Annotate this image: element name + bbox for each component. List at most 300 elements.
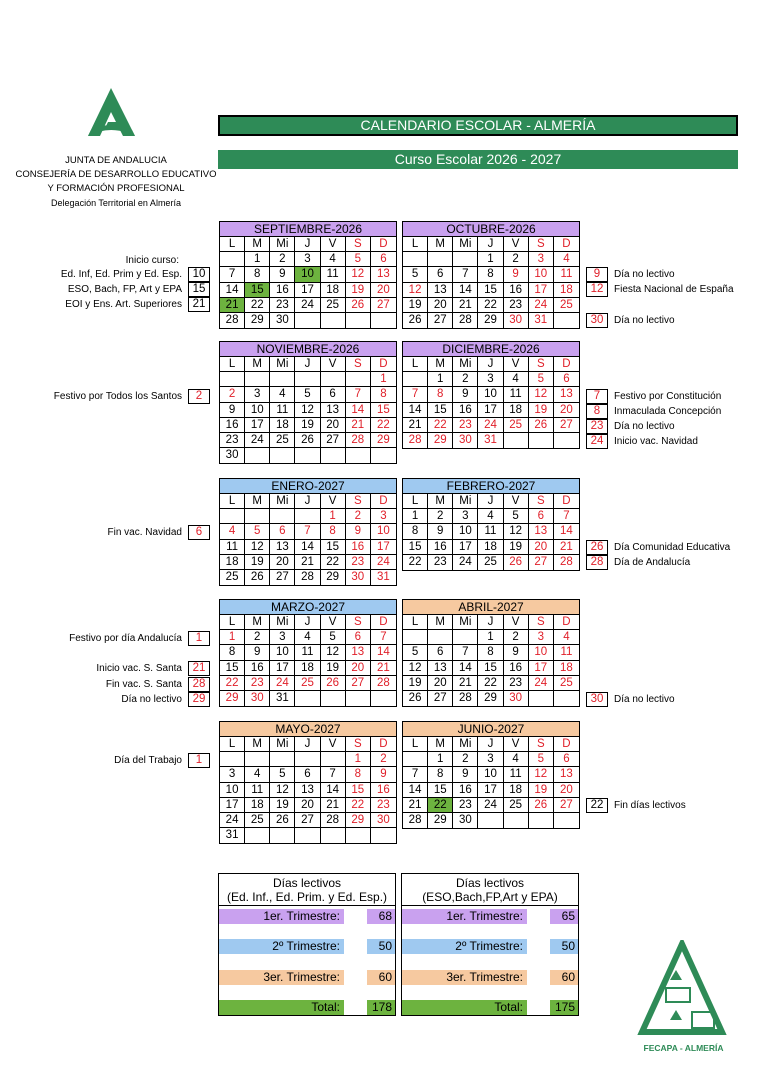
left-note-label: Fin vac. Navidad [107, 527, 182, 538]
day-cell: 23 [428, 555, 453, 570]
day-cell: 7 [403, 767, 428, 782]
day-cell: 30 [504, 691, 529, 706]
weekday-label: J [478, 737, 503, 752]
trimester-label: 3er. Trimestre: [402, 970, 527, 985]
day-cell: 12 [321, 645, 346, 660]
day-cell: 19 [504, 540, 529, 555]
empty-cell [346, 828, 371, 843]
day-cell: 17 [478, 783, 503, 798]
day-cell: 6 [554, 752, 579, 767]
day-cell: 5 [403, 645, 428, 660]
month-name: ABRIL-2027 [403, 600, 579, 615]
day-cell: 4 [270, 387, 295, 402]
day-cell: 17 [529, 661, 554, 676]
day-cell: 11 [270, 403, 295, 418]
day-cell: 21 [220, 298, 245, 313]
org-line: CONSEJERÍA DE DESARROLLO EDUCATIVO [15, 169, 217, 180]
left-note-mark: 10 [188, 267, 210, 282]
weekday-label: M [245, 737, 270, 752]
day-cell: 15 [346, 783, 371, 798]
day-cell: 30 [504, 313, 529, 328]
day-cell: 6 [428, 645, 453, 660]
left-note-label: Inicio vac. S. Santa [96, 663, 182, 674]
weekday-label: J [478, 237, 503, 252]
day-cell: 5 [403, 267, 428, 282]
day-cell: 20 [346, 661, 371, 676]
day-cell: 3 [529, 252, 554, 267]
empty-cell [245, 752, 270, 767]
day-cell: 24 [220, 813, 245, 828]
weekday-label: M [428, 494, 453, 509]
day-cell: 11 [504, 387, 529, 402]
month-name: FEBRERO-2027 [403, 479, 579, 494]
day-cell: 31 [377, 570, 390, 583]
day-cell: 8 [371, 387, 396, 402]
day-cell: 23 [453, 798, 478, 813]
day-cell: 8 [220, 645, 245, 660]
weekday-label: V [321, 494, 346, 509]
empty-cell [295, 448, 320, 463]
day-cell: 7 [453, 267, 478, 282]
org-line: JUNTA DE ANDALUCIA [65, 155, 167, 166]
empty-cell [403, 372, 428, 387]
weekday-label: Mi [453, 737, 478, 752]
day-cell: 1 [371, 372, 396, 387]
day-cell: 1 [403, 509, 428, 524]
left-note-label: Festivo por Todos los Santos [53, 391, 182, 402]
weekday-label: J [295, 357, 320, 372]
day-cell: 16 [504, 661, 529, 676]
right-note-mark: 7 [586, 389, 608, 404]
weekday-label: S [346, 737, 371, 752]
right-note-mark: 22 [586, 798, 608, 813]
empty-cell [295, 752, 320, 767]
left-note-label: Ed. Inf, Ed. Prim y Ed. Esp. [60, 269, 182, 280]
right-note-mark: 26 [586, 540, 608, 555]
day-cell: 6 [295, 767, 320, 782]
summary-row [219, 999, 395, 1016]
day-cell: 11 [478, 524, 503, 539]
day-cell: 15 [321, 540, 346, 555]
day-cell: 22 [478, 676, 503, 691]
summary-row [402, 999, 578, 1016]
right-note-label: Día no lectivo [614, 315, 675, 326]
day-cell: 5 [295, 387, 320, 402]
day-cell: 11 [245, 783, 270, 798]
weekday-label: V [504, 237, 529, 252]
day-cell: 7 [403, 387, 428, 402]
day-cell: 10 [220, 783, 245, 798]
month-abril-2027 [402, 599, 580, 707]
trimester-label: 2º Trimestre: [402, 939, 527, 954]
course-title: Curso Escolar 2026 - 2027 [218, 150, 738, 169]
day-cell: 12 [529, 767, 554, 782]
right-note-mark: 28 [586, 555, 608, 570]
left-note-mark: 1 [188, 631, 210, 646]
month-marzo-2027 [219, 599, 397, 707]
empty-cell [270, 448, 295, 463]
month-febrero-2027 [402, 478, 580, 571]
day-cell: 30 [220, 448, 245, 463]
day-cell: 7 [554, 509, 579, 524]
right-note-mark: 23 [586, 419, 608, 434]
day-cell: 11 [554, 645, 579, 660]
day-cell: 27 [529, 555, 554, 570]
day-cell: 13 [529, 524, 554, 539]
day-cell: 12 [346, 267, 371, 282]
day-cell: 16 [245, 661, 270, 676]
day-cell: 28 [346, 433, 371, 448]
day-cell: 20 [321, 418, 346, 433]
left-note-label: ESO, Bach, FP, Art y EPA [67, 284, 182, 295]
day-cell: 4 [295, 630, 320, 645]
day-cell: 26 [346, 298, 371, 313]
day-cell: 30 [245, 691, 270, 706]
day-cell: 16 [504, 283, 529, 298]
weekday-label: V [321, 737, 346, 752]
trimester-label: 2º Trimestre: [219, 939, 344, 954]
day-cell: 12 [403, 283, 428, 298]
day-cell: 19 [346, 283, 371, 298]
day-cell: 15 [478, 661, 503, 676]
day-cell: 3 [220, 767, 245, 782]
day-cell: 2 [270, 252, 295, 267]
month-name: NOVIEMBRE-2026 [220, 342, 396, 357]
weekday-label: L [220, 494, 245, 509]
day-cell: 26 [245, 570, 270, 585]
weekday-label: Mi [453, 494, 478, 509]
empty-cell [321, 313, 346, 328]
month-grid [220, 615, 396, 706]
day-cell: 25 [554, 676, 579, 691]
day-cell: 28 [220, 313, 245, 328]
empty-cell [321, 828, 346, 843]
weekday-label: D [371, 357, 396, 372]
day-cell: 27 [346, 676, 371, 691]
weekday-label: D [554, 615, 579, 630]
calendar-title: CALENDARIO ESCOLAR - ALMERÍA [218, 115, 738, 136]
day-cell: 27 [554, 798, 579, 813]
empty-cell [346, 372, 371, 387]
day-cell: 22 [403, 555, 428, 570]
day-cell: 10 [453, 524, 478, 539]
day-cell: 17 [478, 403, 503, 418]
day-cell: 13 [346, 645, 371, 660]
weekday-label: S [529, 237, 554, 252]
weekday-label: M [428, 237, 453, 252]
month-grid [403, 494, 579, 570]
day-cell: 19 [245, 555, 270, 570]
day-cell: 24 [478, 798, 503, 813]
day-cell: 8 [478, 267, 503, 282]
weekday-label: M [428, 615, 453, 630]
day-cell: 20 [428, 298, 453, 313]
day-cell: 11 [321, 267, 346, 282]
day-cell: 27 [428, 691, 453, 706]
empty-cell [295, 828, 320, 843]
empty-cell [554, 433, 579, 448]
day-cell: 23 [504, 676, 529, 691]
month-name: OCTUBRE-2026 [403, 222, 579, 237]
day-cell: 21 [295, 555, 320, 570]
empty-cell [245, 509, 270, 524]
empty-cell [504, 813, 529, 828]
day-cell: 24 [478, 418, 503, 433]
day-cell: 10 [295, 267, 320, 282]
weekday-label: M [245, 237, 270, 252]
empty-cell [321, 691, 346, 706]
day-cell: 10 [478, 767, 503, 782]
left-note-label: EOI y Ens. Art. Superiores [65, 299, 182, 310]
day-cell: 23 [220, 433, 245, 448]
day-cell: 30 [270, 313, 295, 328]
day-cell: 24 [529, 298, 554, 313]
day-cell: 4 [478, 509, 503, 524]
summary-title: Días lectivos [455, 876, 525, 890]
day-cell: 12 [245, 540, 270, 555]
weekday-label: J [295, 237, 320, 252]
empty-cell [529, 691, 554, 706]
trimester-value: 50 [367, 939, 395, 954]
day-cell: 12 [529, 387, 554, 402]
summary-row [219, 908, 395, 925]
empty-cell [270, 372, 295, 387]
right-note-mark: 30 [586, 313, 608, 328]
weekday-label: J [295, 737, 320, 752]
day-cell: 23 [371, 798, 396, 813]
day-cell: 29 [478, 313, 503, 328]
day-cell: 26 [403, 691, 428, 706]
total-label: Total: [219, 1000, 344, 1015]
day-cell: 16 [453, 783, 478, 798]
day-cell: 20 [554, 403, 579, 418]
day-cell: 15 [428, 783, 453, 798]
empty-cell [428, 630, 453, 645]
month-diciembre-2026 [402, 341, 580, 449]
day-cell: 6 [346, 630, 371, 645]
day-cell: 9 [270, 267, 295, 282]
day-cell: 12 [403, 661, 428, 676]
day-cell: 22 [478, 298, 503, 313]
empty-cell [295, 372, 320, 387]
day-cell: 3 [478, 372, 503, 387]
weekday-label: D [554, 237, 579, 252]
weekday-label: Mi [453, 357, 478, 372]
weekday-label: L [403, 494, 428, 509]
day-cell: 13 [270, 540, 295, 555]
day-cell: 11 [220, 540, 245, 555]
month-name: DICIEMBRE-2026 [403, 342, 579, 357]
day-cell: 3 [529, 630, 554, 645]
weekday-label: J [295, 615, 320, 630]
weekday-label: Mi [270, 615, 295, 630]
empty-cell [346, 448, 371, 463]
day-cell: 29 [346, 813, 371, 828]
day-cell: 5 [346, 252, 371, 267]
day-cell: 18 [504, 783, 529, 798]
day-cell: 14 [346, 403, 371, 418]
empty-cell [529, 813, 554, 828]
day-cell: 22 [428, 798, 453, 813]
empty-cell [554, 313, 579, 328]
day-cell: 7 [321, 767, 346, 782]
day-cell: 13 [554, 387, 579, 402]
empty-cell [270, 509, 295, 524]
day-cell: 8 [245, 267, 270, 282]
day-cell: 18 [554, 661, 579, 676]
day-cell: 14 [295, 540, 320, 555]
day-cell: 1 [478, 630, 503, 645]
day-cell: 9 [453, 387, 478, 402]
day-cell: 17 [270, 661, 295, 676]
day-cell: 27 [554, 418, 579, 433]
weekday-label: M [245, 494, 270, 509]
day-cell: 28 [403, 433, 428, 448]
day-cell: 17 [453, 540, 478, 555]
month-grid [403, 237, 579, 328]
day-cell: 5 [529, 752, 554, 767]
day-cell: 22 [321, 555, 346, 570]
day-cell: 3 [453, 509, 478, 524]
summary-row [219, 969, 395, 986]
day-cell: 10 [478, 387, 503, 402]
month-junio-2027 [402, 721, 580, 829]
trimester-value: 60 [550, 970, 578, 985]
day-cell: 10 [529, 267, 554, 282]
weekday-label: D [554, 357, 579, 372]
day-cell: 19 [295, 418, 320, 433]
empty-cell [270, 828, 295, 843]
day-cell: 26 [295, 433, 320, 448]
day-cell: 23 [453, 418, 478, 433]
weekday-label: M [245, 357, 270, 372]
weekday-label: S [346, 237, 371, 252]
day-cell: 7 [453, 645, 478, 660]
day-cell: 8 [428, 387, 453, 402]
month-septiembre-2026 [219, 221, 397, 329]
trimester-value: 50 [550, 939, 578, 954]
day-cell: 15 [371, 403, 396, 418]
day-cell: 8 [428, 767, 453, 782]
empty-cell [428, 252, 453, 267]
day-cell: 2 [371, 752, 396, 767]
day-cell: 23 [504, 298, 529, 313]
day-cell: 23 [270, 298, 295, 313]
day-cell: 10 [371, 524, 396, 539]
day-cell: 27 [295, 813, 320, 828]
day-cell: 2 [453, 372, 478, 387]
day-cell: 28 [295, 570, 320, 585]
left-note-label: Inicio curso: [125, 255, 179, 266]
day-cell: 29 [428, 813, 453, 828]
day-cell: 16 [453, 403, 478, 418]
weekday-label: L [220, 615, 245, 630]
month-grid [403, 615, 579, 706]
total-label: Total: [402, 1000, 527, 1015]
day-cell: 3 [295, 252, 320, 267]
day-cell: 17 [295, 283, 320, 298]
day-cell: 15 [428, 403, 453, 418]
day-cell: 22 [428, 418, 453, 433]
day-cell: 30 [371, 813, 396, 828]
day-cell: 16 [220, 418, 245, 433]
day-cell: 16 [371, 783, 396, 798]
day-cell: 31 [270, 691, 295, 706]
day-cell: 12 [270, 783, 295, 798]
right-note-label: Día Comunidad Educativa [614, 542, 731, 553]
day-cell: 9 [346, 524, 371, 539]
day-cell: 4 [321, 252, 346, 267]
empty-cell [245, 372, 270, 387]
weekday-label: S [529, 615, 554, 630]
left-note-label: Día del Trabajo [114, 755, 182, 766]
day-cell: 30 [453, 433, 478, 448]
day-cell: 8 [346, 767, 371, 782]
empty-cell [295, 509, 320, 524]
empty-cell [220, 509, 245, 524]
summary-row [402, 938, 578, 955]
weekday-label: V [321, 615, 346, 630]
empty-cell [346, 691, 371, 706]
day-cell: 26 [270, 813, 295, 828]
day-cell: 9 [453, 767, 478, 782]
empty-cell [220, 252, 245, 267]
day-cell: 20 [270, 555, 295, 570]
empty-cell [245, 448, 270, 463]
day-cell: 10 [270, 645, 295, 660]
weekday-label: Mi [270, 494, 295, 509]
day-cell: 13 [321, 403, 346, 418]
day-cell: 14 [554, 524, 579, 539]
day-cell: 25 [295, 676, 320, 691]
day-cell: 19 [403, 298, 428, 313]
empty-cell [321, 752, 346, 767]
day-cell: 20 [554, 783, 579, 798]
weekday-label: V [504, 494, 529, 509]
empty-cell [554, 813, 579, 828]
day-cell: 2 [504, 252, 529, 267]
left-note-label: Festivo por día Andalucía [69, 633, 182, 644]
day-cell: 17 [371, 540, 396, 555]
day-cell: 17 [529, 283, 554, 298]
empty-cell [245, 828, 270, 843]
weekday-label: Mi [270, 737, 295, 752]
weekday-label: S [529, 357, 554, 372]
day-cell: 1 [428, 752, 453, 767]
day-cell: 5 [529, 372, 554, 387]
day-cell: 16 [346, 540, 371, 555]
day-cell: 9 [371, 767, 396, 782]
weekday-label: V [504, 737, 529, 752]
left-note-mark: 28 [188, 677, 210, 692]
day-cell: 22 [245, 298, 270, 313]
day-cell: 25 [504, 798, 529, 813]
day-cell: 18 [295, 661, 320, 676]
right-note-label: Fiesta Nacional de España [614, 284, 734, 295]
empty-cell [403, 252, 428, 267]
empty-cell [220, 752, 245, 767]
day-cell: 5 [321, 630, 346, 645]
left-note-label: Día no lectivo [121, 694, 182, 705]
left-note-mark: 21 [188, 661, 210, 676]
day-cell: 15 [220, 661, 245, 676]
day-cell: 19 [270, 798, 295, 813]
day-cell: 18 [270, 418, 295, 433]
month-grid [403, 357, 579, 448]
day-cell: 8 [478, 645, 503, 660]
day-cell: 25 [220, 570, 245, 585]
day-cell: 29 [478, 691, 503, 706]
